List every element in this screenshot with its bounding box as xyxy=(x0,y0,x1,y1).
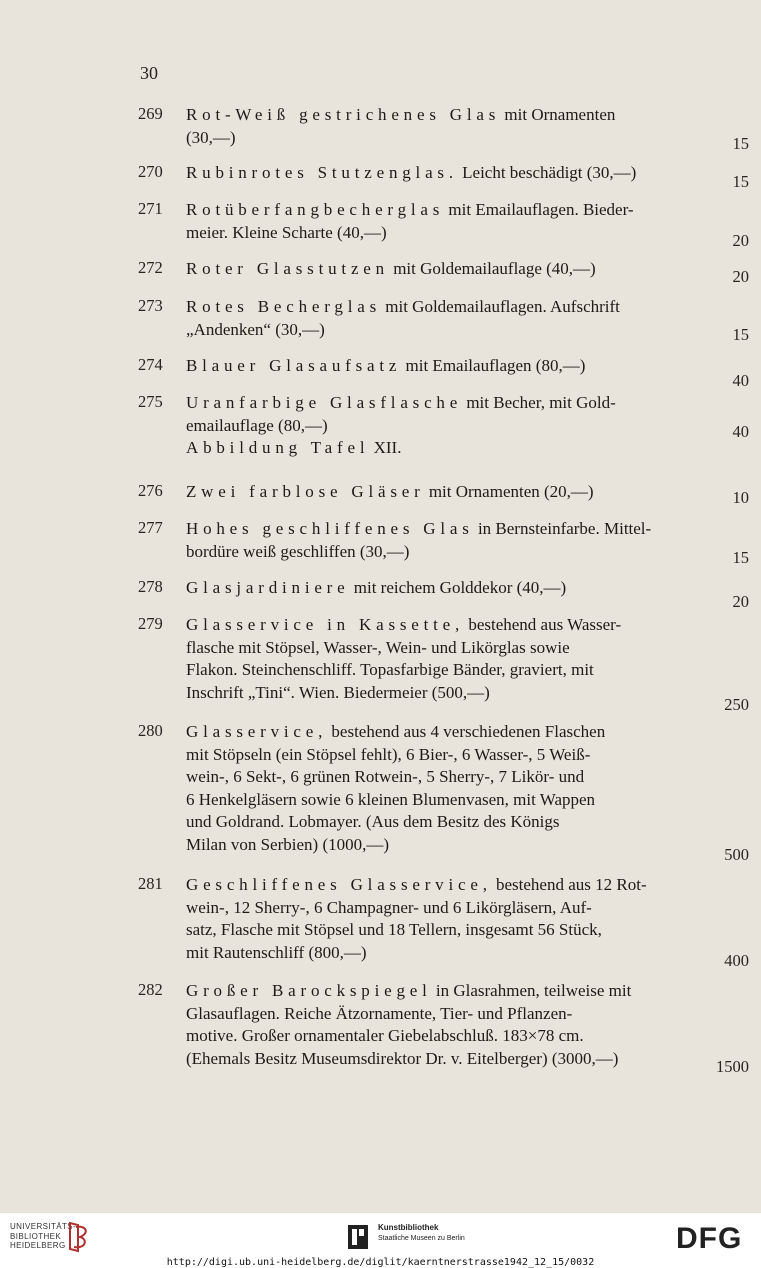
description-line xyxy=(186,874,694,897)
item-title: Zwei farblose Gläser xyxy=(186,482,425,501)
description-line xyxy=(186,1025,694,1048)
description-text: mit Goldemailauflagen. Aufschrift xyxy=(381,297,620,316)
entry-description xyxy=(186,577,694,600)
description-line xyxy=(186,437,694,460)
description-text: Flakon. Steinchenschliff. Topasfarbige Bänder, graviert, mit xyxy=(186,660,594,679)
entry-number: 276 xyxy=(138,481,163,500)
dfg-logo[interactable]: DFG xyxy=(676,1222,743,1255)
ub-line: BIBLIOTHEK xyxy=(10,1231,62,1241)
entry-description xyxy=(186,392,694,460)
description-line xyxy=(186,258,694,281)
entry-number: 274 xyxy=(138,355,163,374)
entry-price: 15 xyxy=(732,325,749,344)
description-line xyxy=(186,355,694,378)
entry-description xyxy=(186,481,694,504)
description-line xyxy=(186,296,694,319)
description-text: (Ehemals Besitz Museumsdirektor Dr. v. Eitelberger) (3000,—) xyxy=(186,1048,619,1068)
description-text: emailauflage (80,—) xyxy=(186,415,328,435)
description-line xyxy=(186,415,694,438)
entry-price: 400 xyxy=(724,951,749,970)
entry-price: 15 xyxy=(732,134,749,153)
description-line xyxy=(186,919,694,942)
page-number: 30 xyxy=(140,63,158,83)
description-text: wein-, 12 Sherry-, 6 Champagner- und 6 Likörgläsern, Auf- xyxy=(186,897,592,917)
description-line xyxy=(186,392,694,415)
entry-number: 279 xyxy=(138,614,163,633)
item-title: Geschliffenes Glasservice, xyxy=(186,875,492,894)
kb-title: Kunstbibliothek xyxy=(378,1223,439,1232)
description-text: satz, Flasche mit Stöpsel und 18 Tellern, insgesamt 56 Stück, xyxy=(186,920,602,939)
entry-number: 275 xyxy=(138,392,163,411)
ub-line: HEIDELBERG xyxy=(10,1241,66,1250)
item-title: Abbildung Tafel xyxy=(186,438,370,457)
description-text: mit Goldemailauflage (40,—) xyxy=(388,259,596,278)
entry-number: 278 xyxy=(138,577,163,596)
item-title: Blauer Glasaufsatz xyxy=(186,356,402,375)
description-line xyxy=(186,659,694,682)
description-text: Leicht beschädigt (30,—) xyxy=(457,163,637,182)
description-text: in Bernsteinfarbe. Mittel- xyxy=(473,519,652,538)
entry-price: 15 xyxy=(732,172,749,191)
description-line xyxy=(186,127,694,150)
description-line xyxy=(186,577,694,600)
entry-number: 282 xyxy=(138,980,163,999)
ub-line: UNIVERSITÄTS- xyxy=(10,1222,77,1231)
description-line xyxy=(186,1048,694,1071)
description-line xyxy=(186,789,694,812)
item-title: Rotes Becherglas xyxy=(186,297,381,316)
item-title: Rotüberfangbecherglas xyxy=(186,200,445,219)
item-title: Rubinrotes Stutzenglas. xyxy=(186,163,458,182)
description-text: und Goldrand. Lobmayer. (Aus dem Besitz des Königs xyxy=(186,812,560,831)
description-text: bestehend aus 4 verschiedenen Flaschen xyxy=(327,722,606,741)
description-line xyxy=(186,744,694,767)
item-title: Uranfarbige Glasflasche xyxy=(186,393,463,412)
entry-description xyxy=(186,874,694,964)
entry-number: 273 xyxy=(138,296,163,315)
footer-bar xyxy=(0,1213,761,1268)
entry-price: 10 xyxy=(732,488,749,507)
description-text: bestehend aus 12 Rot- xyxy=(491,875,647,894)
description-line xyxy=(186,721,694,744)
description-line xyxy=(186,980,694,1003)
description-text: Glasauflagen. Reiche Ätzornamente, Tier- und Pflanzen- xyxy=(186,1003,573,1023)
description-text: mit Ornamenten xyxy=(500,105,616,124)
entry-price: 500 xyxy=(724,845,749,864)
kunstbibliothek-logo-icon xyxy=(348,1225,368,1249)
description-line xyxy=(186,637,694,660)
entry-description xyxy=(186,199,694,244)
description-text: 6 Henkelgläsern sowie 6 kleinen Blumenvasen, mit Wappen xyxy=(186,789,596,809)
description-text: „Andenken“ (30,—) xyxy=(186,319,325,339)
entry-number: 272 xyxy=(138,258,163,277)
entry-price: 15 xyxy=(732,548,749,567)
description-line xyxy=(186,614,694,637)
kb-subtitle: Staatliche Museen zu Berlin xyxy=(378,1235,465,1242)
description-text: mit Emailauflagen (80,—) xyxy=(401,356,586,375)
item-title: Roter Glasstutzen xyxy=(186,259,389,278)
entry-description xyxy=(186,980,694,1070)
description-line xyxy=(186,222,694,245)
entry-price: 40 xyxy=(732,422,749,441)
entry-price: 20 xyxy=(732,231,749,250)
description-line xyxy=(186,319,694,342)
entry-description xyxy=(186,296,694,341)
description-text: flasche mit Stöpsel, Wasser-, Wein- und Likörglas sowie xyxy=(186,637,570,657)
description-text: in Glasrahmen, teilweise mit xyxy=(431,981,632,1000)
entry-description xyxy=(186,104,694,149)
description-text: wein-, 6 Sekt-, 6 grünen Rotwein-, 5 Sherry-, 7 Likör- und xyxy=(186,767,585,786)
description-line xyxy=(186,811,694,834)
entry-number: 271 xyxy=(138,199,163,218)
description-text: (30,—) xyxy=(186,127,236,147)
description-line xyxy=(186,518,694,541)
entry-description xyxy=(186,355,694,378)
description-line xyxy=(186,541,694,564)
description-line xyxy=(186,199,694,222)
description-line xyxy=(186,1003,694,1026)
description-text: motive. Großer ornamentaler Giebelabschluß. 183×78 cm. xyxy=(186,1026,584,1045)
description-text: mit Rautenschliff (800,—) xyxy=(186,942,367,962)
entry-price: 20 xyxy=(732,267,749,286)
entry-price: 1500 xyxy=(716,1057,749,1076)
description-text: mit Emailauflagen. Bieder- xyxy=(444,200,634,219)
entry-number: 280 xyxy=(138,721,163,740)
description-text: XII. xyxy=(369,438,402,457)
item-title: Glasjardiniere xyxy=(186,578,350,597)
entry-description xyxy=(186,614,694,704)
entry-price: 20 xyxy=(732,592,749,611)
item-title: Rot-Weiß gestrichenes Glas xyxy=(186,105,501,124)
kunstbibliothek-text xyxy=(378,1223,465,1244)
description-text: mit Becher, mit Gold- xyxy=(462,393,616,412)
entry-price: 40 xyxy=(732,371,749,390)
description-line xyxy=(186,682,694,705)
description-line xyxy=(186,897,694,920)
entry-number: 270 xyxy=(138,162,163,181)
ub-heidelberg-mark-icon xyxy=(66,1221,92,1253)
entry-description xyxy=(186,721,694,856)
description-text: bordüre weiß geschliffen (30,—) xyxy=(186,541,410,561)
item-title: Glasservice, xyxy=(186,722,328,741)
permalink-url[interactable]: http://digi.ub.uni-heidelberg.de/diglit/kaerntnerstrasse1942_12_15/0032 xyxy=(166,1257,595,1268)
entry-number: 269 xyxy=(138,104,163,123)
description-text: mit reichem Golddekor (40,—) xyxy=(349,578,567,597)
description-text: mit Ornamenten (20,—) xyxy=(424,482,594,501)
item-title: Hohes geschliffenes Glas xyxy=(186,519,474,538)
item-title: Großer Barockspiegel xyxy=(186,981,432,1000)
entry-price: 250 xyxy=(724,695,749,714)
description-line xyxy=(186,481,694,504)
entry-description xyxy=(186,162,694,185)
entry-description xyxy=(186,518,694,563)
description-text: meier. Kleine Scharte (40,—) xyxy=(186,222,387,242)
description-line xyxy=(186,766,694,789)
description-line xyxy=(186,834,694,857)
description-text: Inschrift „Tini“. Wien. Biedermeier (500,—) xyxy=(186,682,490,702)
description-text: mit Stöpseln (ein Stöpsel fehlt), 6 Bier-, 6 Wasser-, 5 Weiß- xyxy=(186,744,591,764)
item-title: Glasservice in Kassette, xyxy=(186,615,465,634)
description-line xyxy=(186,942,694,965)
description-text: bestehend aus Wasser- xyxy=(464,615,622,634)
description-line xyxy=(186,162,694,185)
description-text: Milan von Serbien) (1000,—) xyxy=(186,834,390,854)
entry-number: 277 xyxy=(138,518,163,537)
entry-description xyxy=(186,258,694,281)
description-line xyxy=(186,104,694,127)
entry-number: 281 xyxy=(138,874,163,893)
